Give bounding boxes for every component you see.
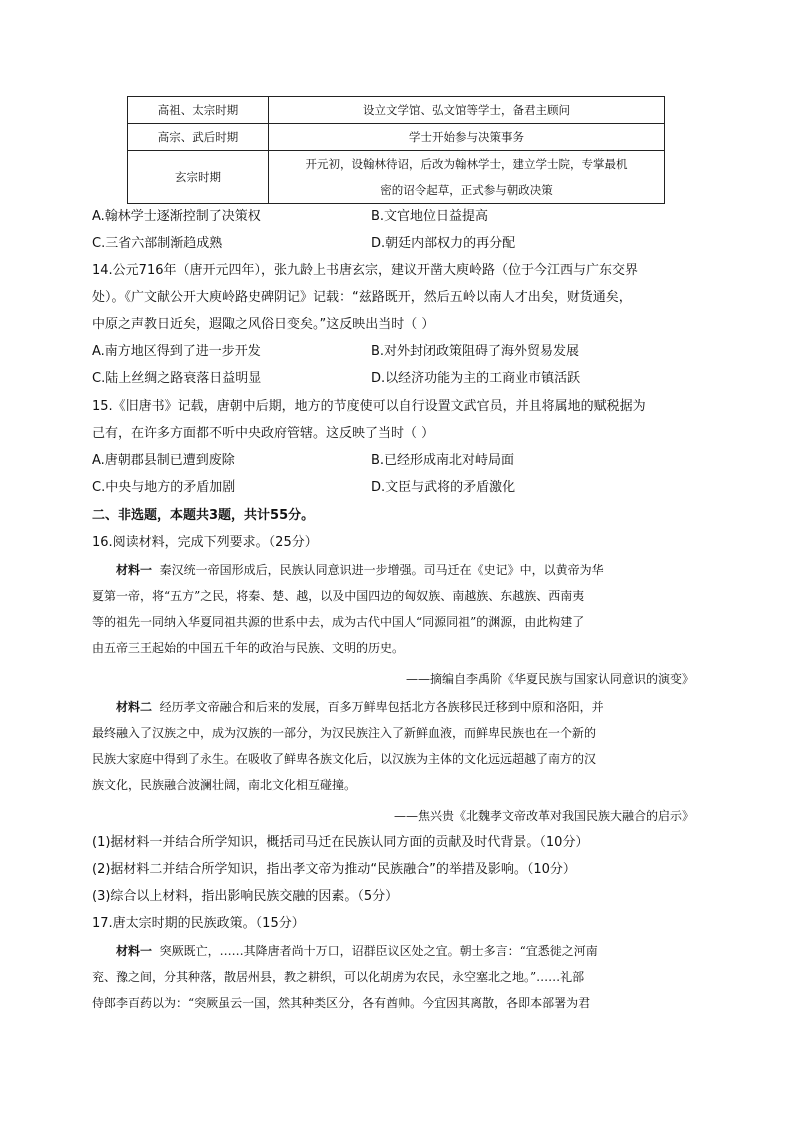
q13-option-a: A.翰林学士逐渐控制了决策权 xyxy=(92,209,261,224)
q14-option-a: A.南方地区得到了进一步开发 xyxy=(92,344,261,359)
material-text: 经历孝文帝融合和后来的发展，百多万鲜卑包括北方各族移民迁移到中原和洛阳，并 xyxy=(159,700,604,714)
section-heading: 二、非选题，本题共3题，共计55分。 xyxy=(92,508,315,523)
q15-option-c: C.中央与地方的矛盾加剧 xyxy=(92,480,236,495)
table-cell-line: 密的诏令起草，正式参与朝政决策 xyxy=(380,183,553,197)
q13-option-d: D.朝廷内部权力的再分配 xyxy=(371,236,516,251)
q16-subquestion-3: (3)综合以上材料，指出影响民族交融的因素。（5分） xyxy=(92,889,399,904)
material-line: 最终融入了汉族之中，成为汉族的一部分，为汉民族注入了新鲜血液，而鲜卑民族也在一个新的 xyxy=(92,726,597,740)
material-line: 兖、豫之间，分其种落，散居州县，教之耕织，可以化胡虏为农民，永空塞北之地。”……礼部 xyxy=(92,970,585,984)
q16-material-2 xyxy=(92,694,694,798)
table-cell-line: 开元初，设翰林待诏，后改为翰林学士，建立学士院，专掌最机 xyxy=(305,157,628,171)
q16-material-2-source: ——焦兴贵《北魏孝文帝改革对我国民族大融合的启示》 xyxy=(393,809,694,823)
material-line xyxy=(92,694,694,720)
material-line: 民族大家庭中得到了永生。在吸收了鲜卑各族文化后，以汉族为主体的文化远远超越了南方的汉 xyxy=(92,752,597,766)
table-cell-content: 学士开始参与决策事务 xyxy=(269,124,665,151)
q14-stem-line: 14.公元716年（唐开元四年），张九龄上书唐玄宗，建议开凿大庾岭路（位于今江西与广东交界 xyxy=(92,263,638,278)
table-cell-period: 玄宗时期 xyxy=(128,151,269,204)
q16-material-1-source: ——摘编自李禹阶《华夏民族与国家认同意识的演变》 xyxy=(405,672,694,686)
q14-option-c: C.陆上丝绸之路衰落日益明显 xyxy=(92,371,262,386)
q14-option-d: D.以经济功能为主的工商业市镇活跃 xyxy=(371,371,581,386)
table-cell-content: 设立文学馆、弘文馆等学士，备君主顾问 xyxy=(269,97,665,124)
table-row xyxy=(128,151,665,204)
material-line xyxy=(92,938,694,964)
q17-intro: 17.唐太宗时期的民族政策。（15分） xyxy=(92,916,305,931)
q15-stem-line: 15.《旧唐书》记载，唐朝中后期，地方的节度使可以自行设置文武官员，并且将属地的赋税据为 xyxy=(92,399,646,414)
history-table xyxy=(127,96,665,204)
q15-stem-line: 己有，在许多方面都不听中央政府管辖。这反映了当时（ ） xyxy=(92,426,435,441)
q16-subquestion-1: (1)据材料一并结合所学知识，概括司马迁在民族认同方面的贡献及时代背景。（10分） xyxy=(92,835,589,850)
q15-option-d: D.文臣与武将的矛盾激化 xyxy=(371,480,516,495)
table-row xyxy=(128,97,665,124)
q16-intro: 16.阅读材料，完成下列要求。（25分） xyxy=(92,535,318,550)
q13-option-b: B.文官地位日益提高 xyxy=(371,209,489,224)
table-cell-period: 高祖、太宗时期 xyxy=(128,97,269,124)
table-cell-content xyxy=(269,151,665,204)
material-text: 秦汉统一帝国形成后，民族认同意识进一步增强。司马迁在《史记》中，以黄帝为华 xyxy=(159,563,604,577)
material-label: 材料一 xyxy=(116,563,153,577)
material-line: 夏第一帝，将“五方”之民，将秦、楚、越，以及中国四边的匈奴族、南越族、东越族、西南夷 xyxy=(92,589,585,603)
q14-stem-line: 处）。《广文献公开大庾岭路史碑阴记》记载：“兹路既开，然后五岭以南人才出矣，财货通矣， xyxy=(92,290,632,305)
material-label: 材料一 xyxy=(116,944,153,958)
material-text: 突厥既亡，……其降唐者尚十万口，诏群臣议区处之宜。朝士多言：“宜悉徙之河南 xyxy=(159,944,598,958)
q14-stem-line: 中原之声教日近矣，遐陬之风俗日变矣。”这反映出当时（ ） xyxy=(92,317,435,332)
q15-option-b: B.已经形成南北对峙局面 xyxy=(371,453,515,468)
material-line: 等的祖先一同纳入华夏同祖共源的世系中去，成为古代中国人“同源同祖”的渊源，由此构建了 xyxy=(92,615,585,629)
q14-option-b: B.对外封闭政策阻碍了海外贸易发展 xyxy=(371,344,580,359)
material-line xyxy=(92,557,694,583)
q13-option-c: C.三省六部制渐趋成熟 xyxy=(92,236,223,251)
q15-option-a: A.唐朝郡县制已遭到废除 xyxy=(92,453,235,468)
table-cell-period: 高宗、武后时期 xyxy=(128,124,269,151)
material-line: 侍郎李百药以为：“突厥虽云一国，然其种类区分，各有酋帅。今宜因其离散，各即本部署为君 xyxy=(92,996,591,1010)
q16-subquestion-2: (2)据材料二并结合所学知识，指出孝文帝为推动“民族融合”的举措及影响。（10分） xyxy=(92,862,576,877)
q16-material-1 xyxy=(92,557,694,661)
material-label: 材料二 xyxy=(116,700,153,714)
table-row xyxy=(128,124,665,151)
material-line: 族文化，民族融合波澜壮阔，南北文化相互碰撞。 xyxy=(92,778,357,792)
q17-material-1 xyxy=(92,938,694,1016)
material-line: 由五帝三王起始的中国五千年的政治与民族、文明的历史。 xyxy=(92,641,405,655)
